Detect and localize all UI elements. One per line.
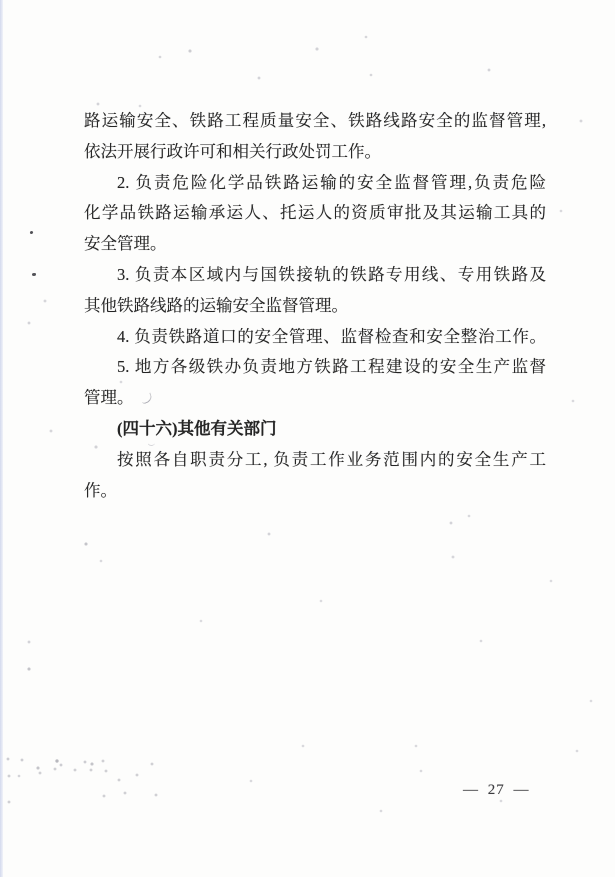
scan-edge-artifact bbox=[0, 0, 3, 877]
text-line: 3. 负责本区域内与国铁接轨的铁路专用线、专用铁路及 bbox=[117, 264, 546, 284]
ink-dot bbox=[32, 273, 36, 276]
text-line: 路运输安全、铁路工程质量安全、铁路线路安全的监督管理, bbox=[84, 111, 546, 130]
text-line: 按照各自职责分工, 负责工作业务范围内的安全生产工 bbox=[117, 449, 546, 469]
document-body bbox=[84, 106, 546, 506]
text-line: 作。 bbox=[84, 480, 117, 500]
text-line: (四十六)其他有关部门 bbox=[117, 418, 277, 438]
scan-noise-speckles bbox=[0, 0, 2, 2]
ink-dot bbox=[30, 231, 34, 235]
page-number: — 27 — bbox=[463, 782, 530, 798]
text-line: 2. 负责危险化学品铁路运输的安全监督管理,负责危险 bbox=[117, 172, 546, 192]
text-line: 管理。 bbox=[84, 388, 134, 408]
text-line: 5. 地方各级铁办负责地方铁路工程建设的安全生产监督 bbox=[117, 357, 546, 377]
text-line: 化学品铁路运输承运人、托运人的资质审批及其运输工具的 bbox=[84, 203, 546, 223]
text-line: 依法开展行政许可和相关行政处罚工作。 bbox=[84, 141, 381, 161]
text-line: 4. 负责铁路道口的安全管理、监督检查和安全整治工作。 bbox=[117, 326, 546, 346]
text-line: 安全管理。 bbox=[84, 234, 167, 254]
text-line: 其他铁路线路的运输安全监督管理。 bbox=[84, 295, 348, 315]
